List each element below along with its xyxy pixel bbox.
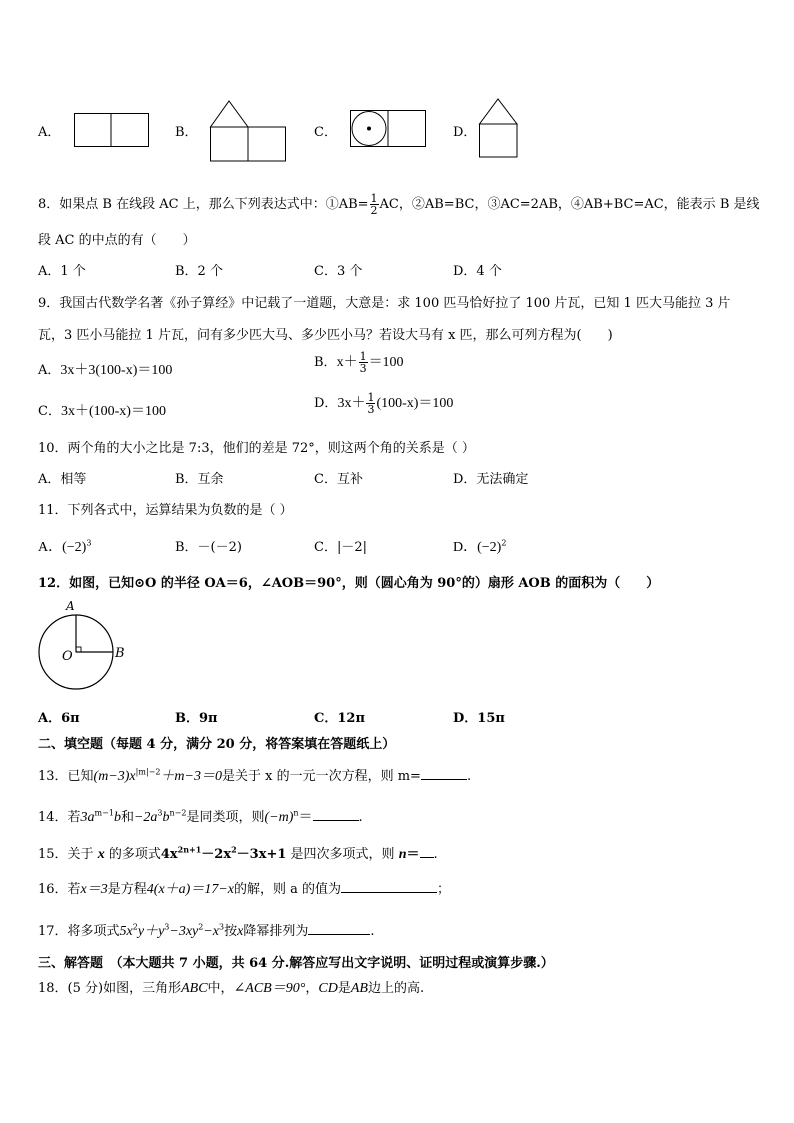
section-3-heading: 三、解答题 （本大题共 7 小题，共 64 分.解答应写出文字说明、证明过程或演算步骤.） [38, 956, 554, 971]
q12-label-b: B [115, 646, 125, 661]
q7-option-c-figure [350, 110, 430, 150]
q15: 15．关于 x 的多项式$4x^{2n+1}-2x^2-3x+1$ 是四次多项式，则 n＝ . [38, 844, 438, 862]
q17-answer-blank[interactable] [308, 922, 370, 935]
q11-option-d: D．$(-2)^2$ [453, 538, 507, 555]
q12-option-d: D．15π [453, 711, 505, 726]
q12-label-o: O [62, 649, 73, 664]
q7-option-a-label: A． [38, 125, 61, 140]
q9-stem-line2: 瓦，3 匹小马能拉 1 片瓦，问有多少匹大马、多少匹小马？若设大马有 x 匹，那么可列方程为( ) [38, 328, 613, 343]
q9-option-d: D．3x＋ $\frac{1}{3}$ (100-x)＝100 [314, 391, 454, 416]
q12-stem: 12．如图，已知⊙O 的半径 OA＝6，∠AOB＝90°，则（圆心角为 90°的）扇形 AOB 的面积为（ ） [38, 576, 660, 591]
q7-option-d-figure [479, 98, 521, 160]
q12-option-a: A．6π [38, 711, 80, 726]
q10-option-a: A．相等 [38, 472, 87, 487]
q9-option-c: C．3x＋(100-x)＝100 [38, 404, 166, 419]
q9-stem-line1: 9．我国古代数学名著《孙子算经》中记载了一道题，大意是：求 100 匹马恰好拉了 100 片瓦，已知 1 匹大马能拉 3 片 [38, 296, 731, 311]
q17: 17．将多项式$5x^2y+y^3-3xy^2-x^3$按x降幂排列为 . [38, 922, 375, 939]
q14-answer-blank[interactable] [313, 808, 359, 821]
q9-option-b: B．x＋ $\frac{1}{3}$ ＝100 [314, 350, 404, 375]
q8-stem-line2: 段 AC 的中点的有（ ） [38, 233, 196, 248]
q7-option-b-figure [210, 99, 290, 165]
q18: 18．(5 分)如图，三角形ABC中，∠ACB＝90°，CD是AB边上的高. [38, 981, 425, 996]
q10-option-d: D．无法确定 [453, 472, 529, 487]
q16-answer-blank[interactable] [341, 880, 437, 893]
q10-option-c: C．互补 [314, 472, 363, 487]
q13-answer-blank[interactable] [421, 767, 467, 780]
q12-option-c: C．12π [314, 711, 365, 726]
q7-option-a-figure [74, 113, 154, 153]
q10-option-b: B．互余 [175, 472, 224, 487]
q9-option-a: A．3x＋3(100-x)＝100 [38, 363, 173, 378]
q10-stem: 10．两个角的大小之比是 7:3，他们的差是 72°，则这两个角的关系是（ ） [38, 441, 475, 456]
q7-option-b-label: B． [175, 125, 198, 140]
q11-option-a: A．$(-2)^3$ [38, 538, 92, 555]
q12-option-b: B．9π [175, 711, 218, 726]
q7-option-d-label: D． [453, 125, 477, 140]
q8-option-b: B．2 个 [175, 264, 223, 279]
q7-option-c-label: C． [314, 125, 337, 140]
q12-label-a: A [66, 599, 75, 613]
q8-option-c: C．3 个 [314, 264, 363, 279]
q8-stem-line1: 8．如果点 B 在线段 AC 上，那么下列表达式中：①AB= $\frac{1}{2}$ AC，②AB=BC，③AC=2AB，④AB+BC=AC，能表示 B 是线 [38, 192, 760, 217]
q13: 13．已知$(m-3)x^{|m|-2}+m-3=0$是关于 x 的一元一次方程，则 m= . [38, 767, 472, 784]
q11-option-c: C．|－2| [314, 540, 367, 555]
q15-answer-blank[interactable] [420, 845, 434, 858]
section-2-heading: 二、填空题（每题 4 分，满分 20 分，将答案填在答题纸上） [38, 737, 396, 752]
q8-option-a: A．1 个 [38, 264, 86, 279]
q11-option-b: B．－(－2) [175, 540, 242, 555]
q11-stem: 11．下列各式中，运算结果为负数的是（ ） [38, 503, 293, 518]
q16: 16．若x＝3是方程4(x＋a)＝17−x的解，则 a 的值为 ； [38, 882, 451, 897]
q8-option-d: D．4 个 [453, 264, 502, 279]
q14: 14．若$3a^{m-1}b$和$-2a^3b^{n-2}$是同类项，则$(-m)^n=$ . [38, 808, 363, 825]
